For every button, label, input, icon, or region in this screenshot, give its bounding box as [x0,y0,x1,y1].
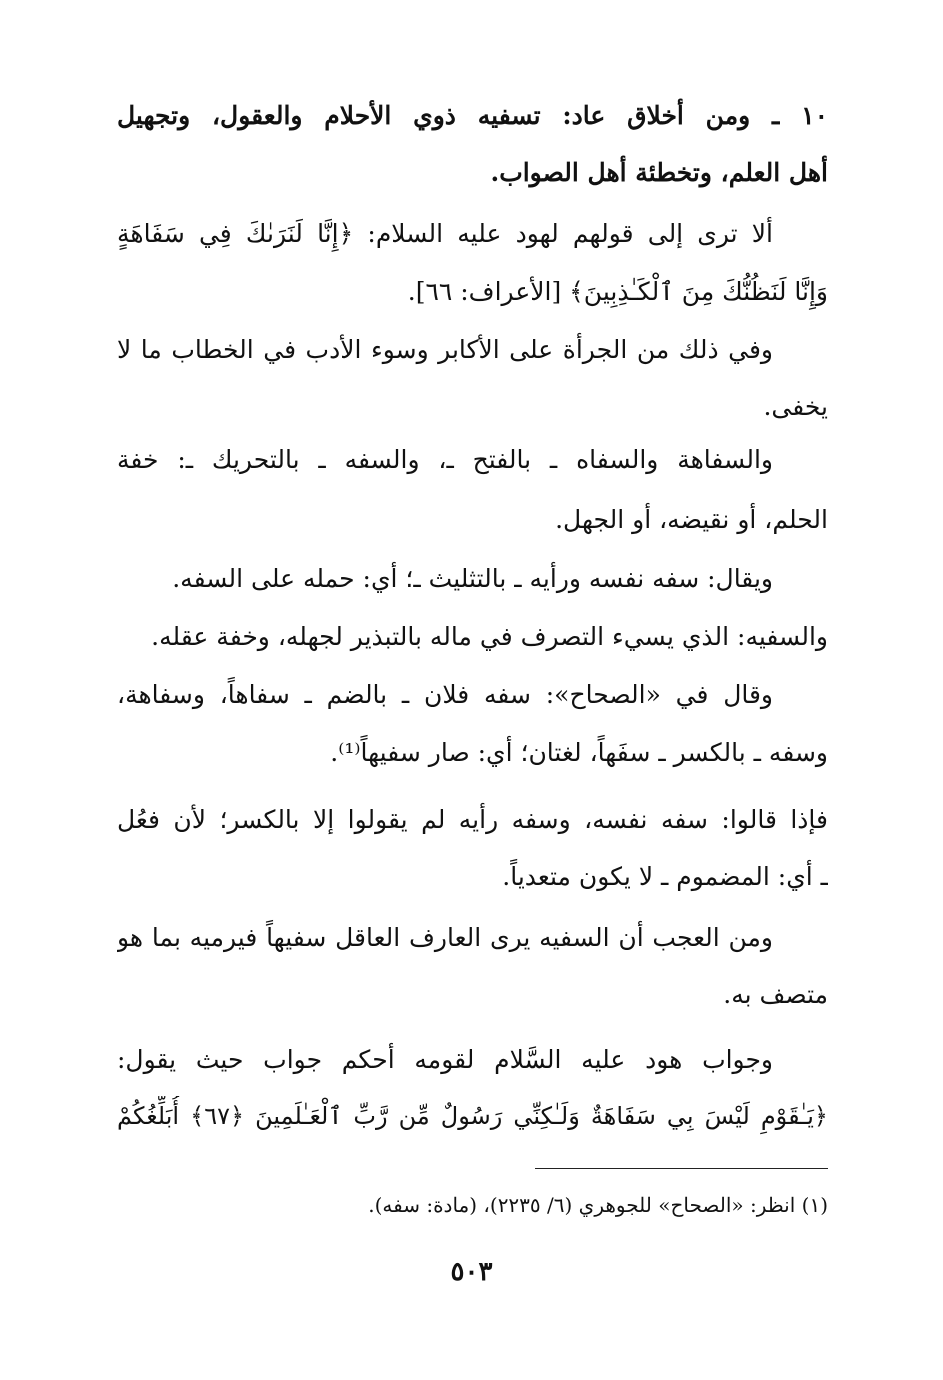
text-line-11: وقال في «الصحاح»: سفه فلان ـ بالضم ـ سفاهاً، وسفاهة، [117,680,773,709]
text-line-18: ﴿يَـٰقَوْمِ لَيْسَ بِي سَفَاهَةٌ وَلَـٰكِنِّي رَسُولٌ مِّن رَّبِّ ٱلْعَـٰلَمِينَ ﴿٦٧﴾ أُبَلِّغُكُمْ [117,1102,828,1130]
text-line-12: وسفه ـ بالكسر ـ سفَهاً، لغتان؛ أي: صار سفيهاً⁽¹⁾. [330,738,828,767]
text-line-5: وفي ذلك من الجرأة على الأكابر وسوء الأدب في الخطاب ما لا [117,335,773,364]
footnote: (١) انظر: «الصحاح» للجوهري (٦/ ٢٢٣٥)، (مادة: سفه). [368,1193,828,1217]
text-line-2: أهل العلم، وتخطئة أهل الصواب. [490,158,828,187]
text-line-8: الحلم، أو نقيضه، أو الجهل. [555,505,828,534]
page-number: ٥٠٣ [450,1257,493,1287]
text-line-16: متصف به. [723,980,828,1009]
text-line-4: وَإِنَّا لَنَظُنُّكَ مِنَ ٱلْكَـٰذِبِينَ﴾ [الأعراف: ٦٦]. [407,277,828,306]
text-line-1: ١٠ ـ ومن أخلاق عاد: تسفيه ذوي الأحلام والعقول، وتجهيل [117,101,828,130]
text-line-15: ومن العجب أن السفيه يرى العارف العاقل سفيهاً فيرميه بما هو [117,923,773,952]
text-line-10: والسفيه: الذي يسيء التصرف في ماله بالتبذير لجهله، وخفة عقله. [151,622,828,651]
text-line-17: وجواب هود عليه السَّلام لقومه أحكم جواب حيث يقول: [117,1045,773,1074]
text-line-3: ألا ترى إلى قولهم لهود عليه السلام: ﴿إِنَّا لَنَرَىٰكَ فِي سَفَاهَةٍ [117,219,773,248]
text-line-9: ويقال: سفه نفسه ورأيه ـ بالتثليث ـ؛ أي: حمله على السفه. [172,564,773,593]
footnote-divider [535,1168,828,1169]
text-line-7: والسفاهة والسفاه ـ بالفتح ـ، والسفه ـ بالتحريك ـ: خفة [117,445,773,474]
text-line-14: ـ أي: المضموم ـ لا يكون متعدياً. [502,862,828,891]
text-line-6: يخفى. [763,392,828,421]
text-line-13: فإذا قالوا: سفه نفسه، وسفه رأيه لم يقولوا إلا بالكسر؛ لأن فعُل [117,805,828,834]
